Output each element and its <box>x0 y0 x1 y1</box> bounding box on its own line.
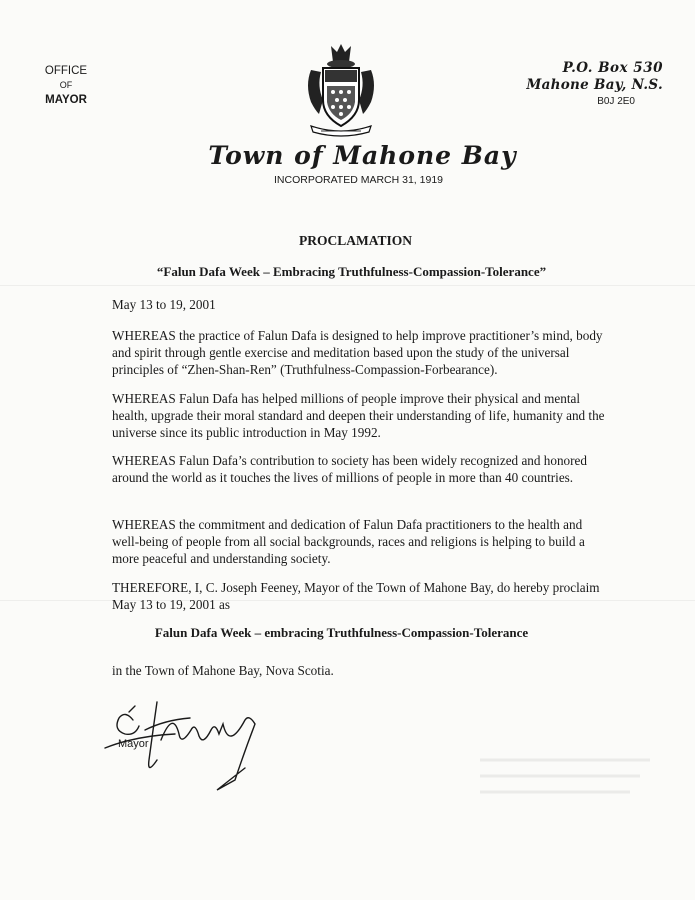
bleed-through-mark <box>480 750 660 810</box>
whereas-paragraph: WHEREAS the practice of Falun Dafa is designed to help improve practitioner’s mind, body and spirit through gentle exercise and meditation based upon the study of the universal principles of “Zhen-Shan-Ren” (Truthfulness-Compassion-Forbearance). <box>112 328 603 377</box>
coat-of-arms-icon <box>303 40 379 138</box>
mailing-address <box>526 60 663 107</box>
incorporation-date: INCORPORATED MARCH 31, 1919 <box>273 174 443 186</box>
signatory-title: Mayor <box>118 738 149 750</box>
proclamation-subtitle: “Falun Dafa Week – Embracing Truthfulness-Compassion-Tolerance” <box>156 264 547 279</box>
whereas-paragraph: WHEREAS Falun Dafa has helped millions of people improve their physical and mental health, upgrade their moral standard and deepen their understanding of life, humanity and the universe since its public introduction in May 1992. <box>112 391 605 440</box>
postal-code: B0J 2E0 <box>597 96 635 107</box>
location-line: in the Town of Mahone Bay, Nova Scotia. <box>112 663 334 678</box>
town-province: Mahone Bay, N.S. <box>526 77 663 93</box>
po-box: P.O. Box 530 <box>562 60 663 76</box>
town-name: Town of Mahone Bay <box>208 141 517 170</box>
closing-title: Falun Dafa Week – embracing Truthfulness-Compassion-Tolerance <box>154 625 529 640</box>
therefore-paragraph: THEREFORE, I, C. Joseph Feeney, Mayor of the Town of Mahone Bay, do hereby proclaim May 13 to 19, 2001 as <box>112 580 600 612</box>
paper-fold-line <box>0 285 695 286</box>
of-line: OF <box>59 80 73 91</box>
office-of-mayor <box>40 64 92 107</box>
mayor-line: MAYOR <box>45 93 87 106</box>
office-line: OFFICE <box>44 65 88 77</box>
proclamation-date: May 13 to 19, 2001 <box>112 297 216 312</box>
whereas-paragraph: WHEREAS Falun Dafa’s contribution to society has been widely recognized and honored around the world as it touches the lives of millions of people in more than 40 countries. <box>112 453 587 485</box>
whereas-paragraph: WHEREAS the commitment and dedication of Falun Dafa practitioners to the health and well-being of people from all social backgrounds, races and religions is helping to build a more peaceful and understanding society. <box>112 517 585 566</box>
proclamation-heading: PROCLAMATION <box>299 233 412 248</box>
